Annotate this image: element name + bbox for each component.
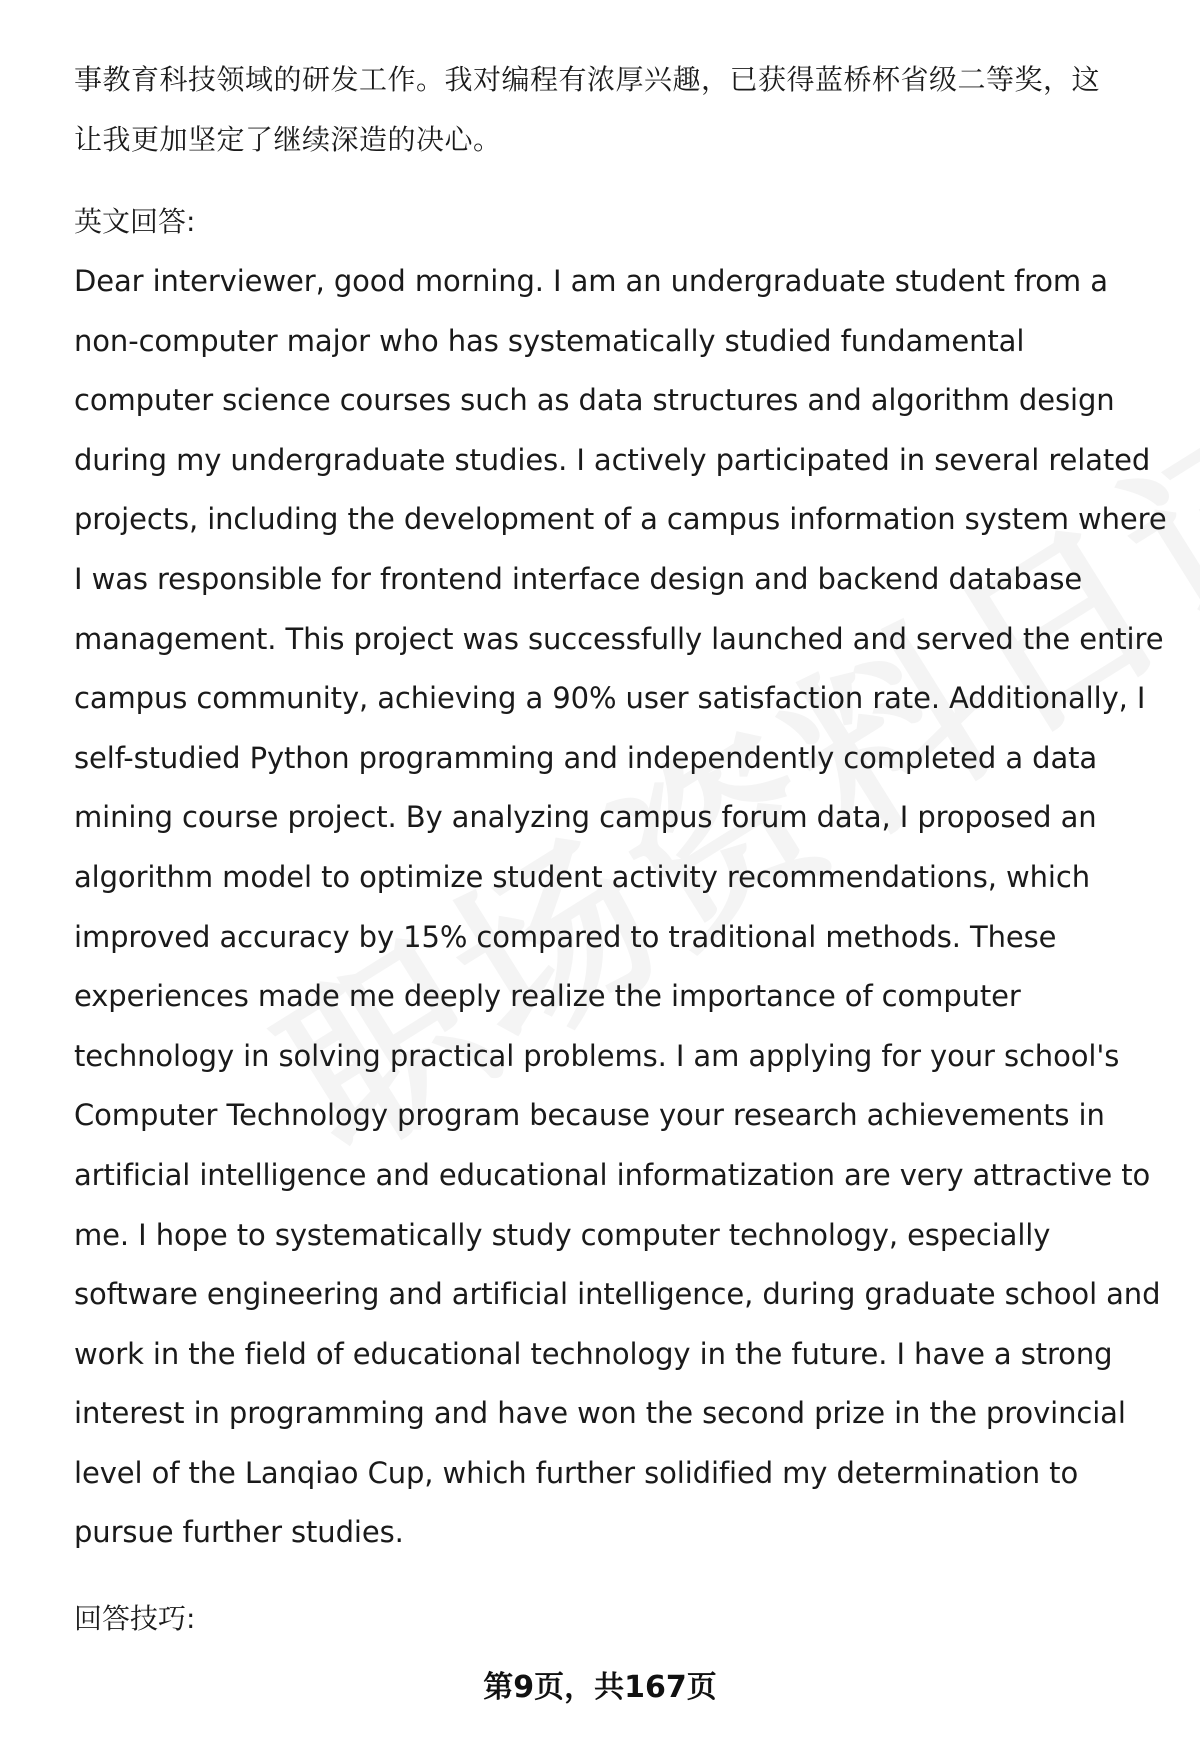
english-line: projects, including the development of a campus information system where xyxy=(74,502,1167,537)
english-line: technology in solving practical problems. I am applying for your school's xyxy=(74,1038,1120,1073)
english-line: computer science courses such as data structures and algorithm design xyxy=(74,383,1115,418)
english-answer-heading: 英文回答: xyxy=(74,205,196,238)
english-line: Dear interviewer, good morning. I am an undergraduate student from a xyxy=(74,264,1108,298)
english-line: me. I hope to systematically study computer technology, especially xyxy=(74,1217,1051,1252)
chinese-line: 事教育科技领域的研发工作。我对编程有浓厚兴趣，已获得蓝桥杯省级二等奖，这 xyxy=(74,63,1101,96)
english-line: pursue further studies. xyxy=(74,1515,404,1550)
english-line: during my undergraduate studies. I actively participated in several related xyxy=(74,442,1151,477)
page-content xyxy=(74,50,1167,1649)
english-line: work in the field of educational technology in the future. I have a strong xyxy=(74,1336,1113,1371)
english-line: improved accuracy by 15% compared to traditional methods. These xyxy=(74,919,1057,954)
english-line: algorithm model to optimize student activity recommendations, which xyxy=(74,859,1090,894)
english-line: campus community, achieving a 90% user satisfaction rate. Additionally, I xyxy=(74,681,1146,716)
english-line: interest in programming and have won the second prize in the provincial xyxy=(74,1396,1126,1431)
page-number-footer: 第9页，共167页 xyxy=(483,1670,717,1705)
english-line: level of the Lanqiao Cup, which further solidified my determination to xyxy=(74,1455,1079,1490)
english-line: self-studied Python programming and independently completed a data xyxy=(74,740,1098,775)
english-line: non-computer major who has systematically studied fundamental xyxy=(74,323,1025,358)
english-line: artificial intelligence and educational informatization are very attractive to xyxy=(74,1157,1151,1192)
answer-tips-heading: 回答技巧: xyxy=(74,1602,196,1636)
chinese-answer-continuation xyxy=(74,50,1154,170)
english-line: software engineering and artificial intelligence, during graduate school and xyxy=(74,1277,1161,1312)
english-line: I was responsible for frontend interface design and backend database xyxy=(74,561,1083,596)
english-answer-paragraph xyxy=(74,252,1167,1563)
english-line: Computer Technology program because your research achievements in xyxy=(74,1098,1105,1133)
chinese-line: 让我更加坚定了继续深造的决心。 xyxy=(74,123,502,156)
english-line: mining course project. By analyzing campus forum data, I proposed an xyxy=(74,800,1097,835)
english-line: management. This project was successfully launched and served the entire xyxy=(74,621,1164,656)
english-line: experiences made me deeply realize the importance of computer xyxy=(74,979,1021,1014)
